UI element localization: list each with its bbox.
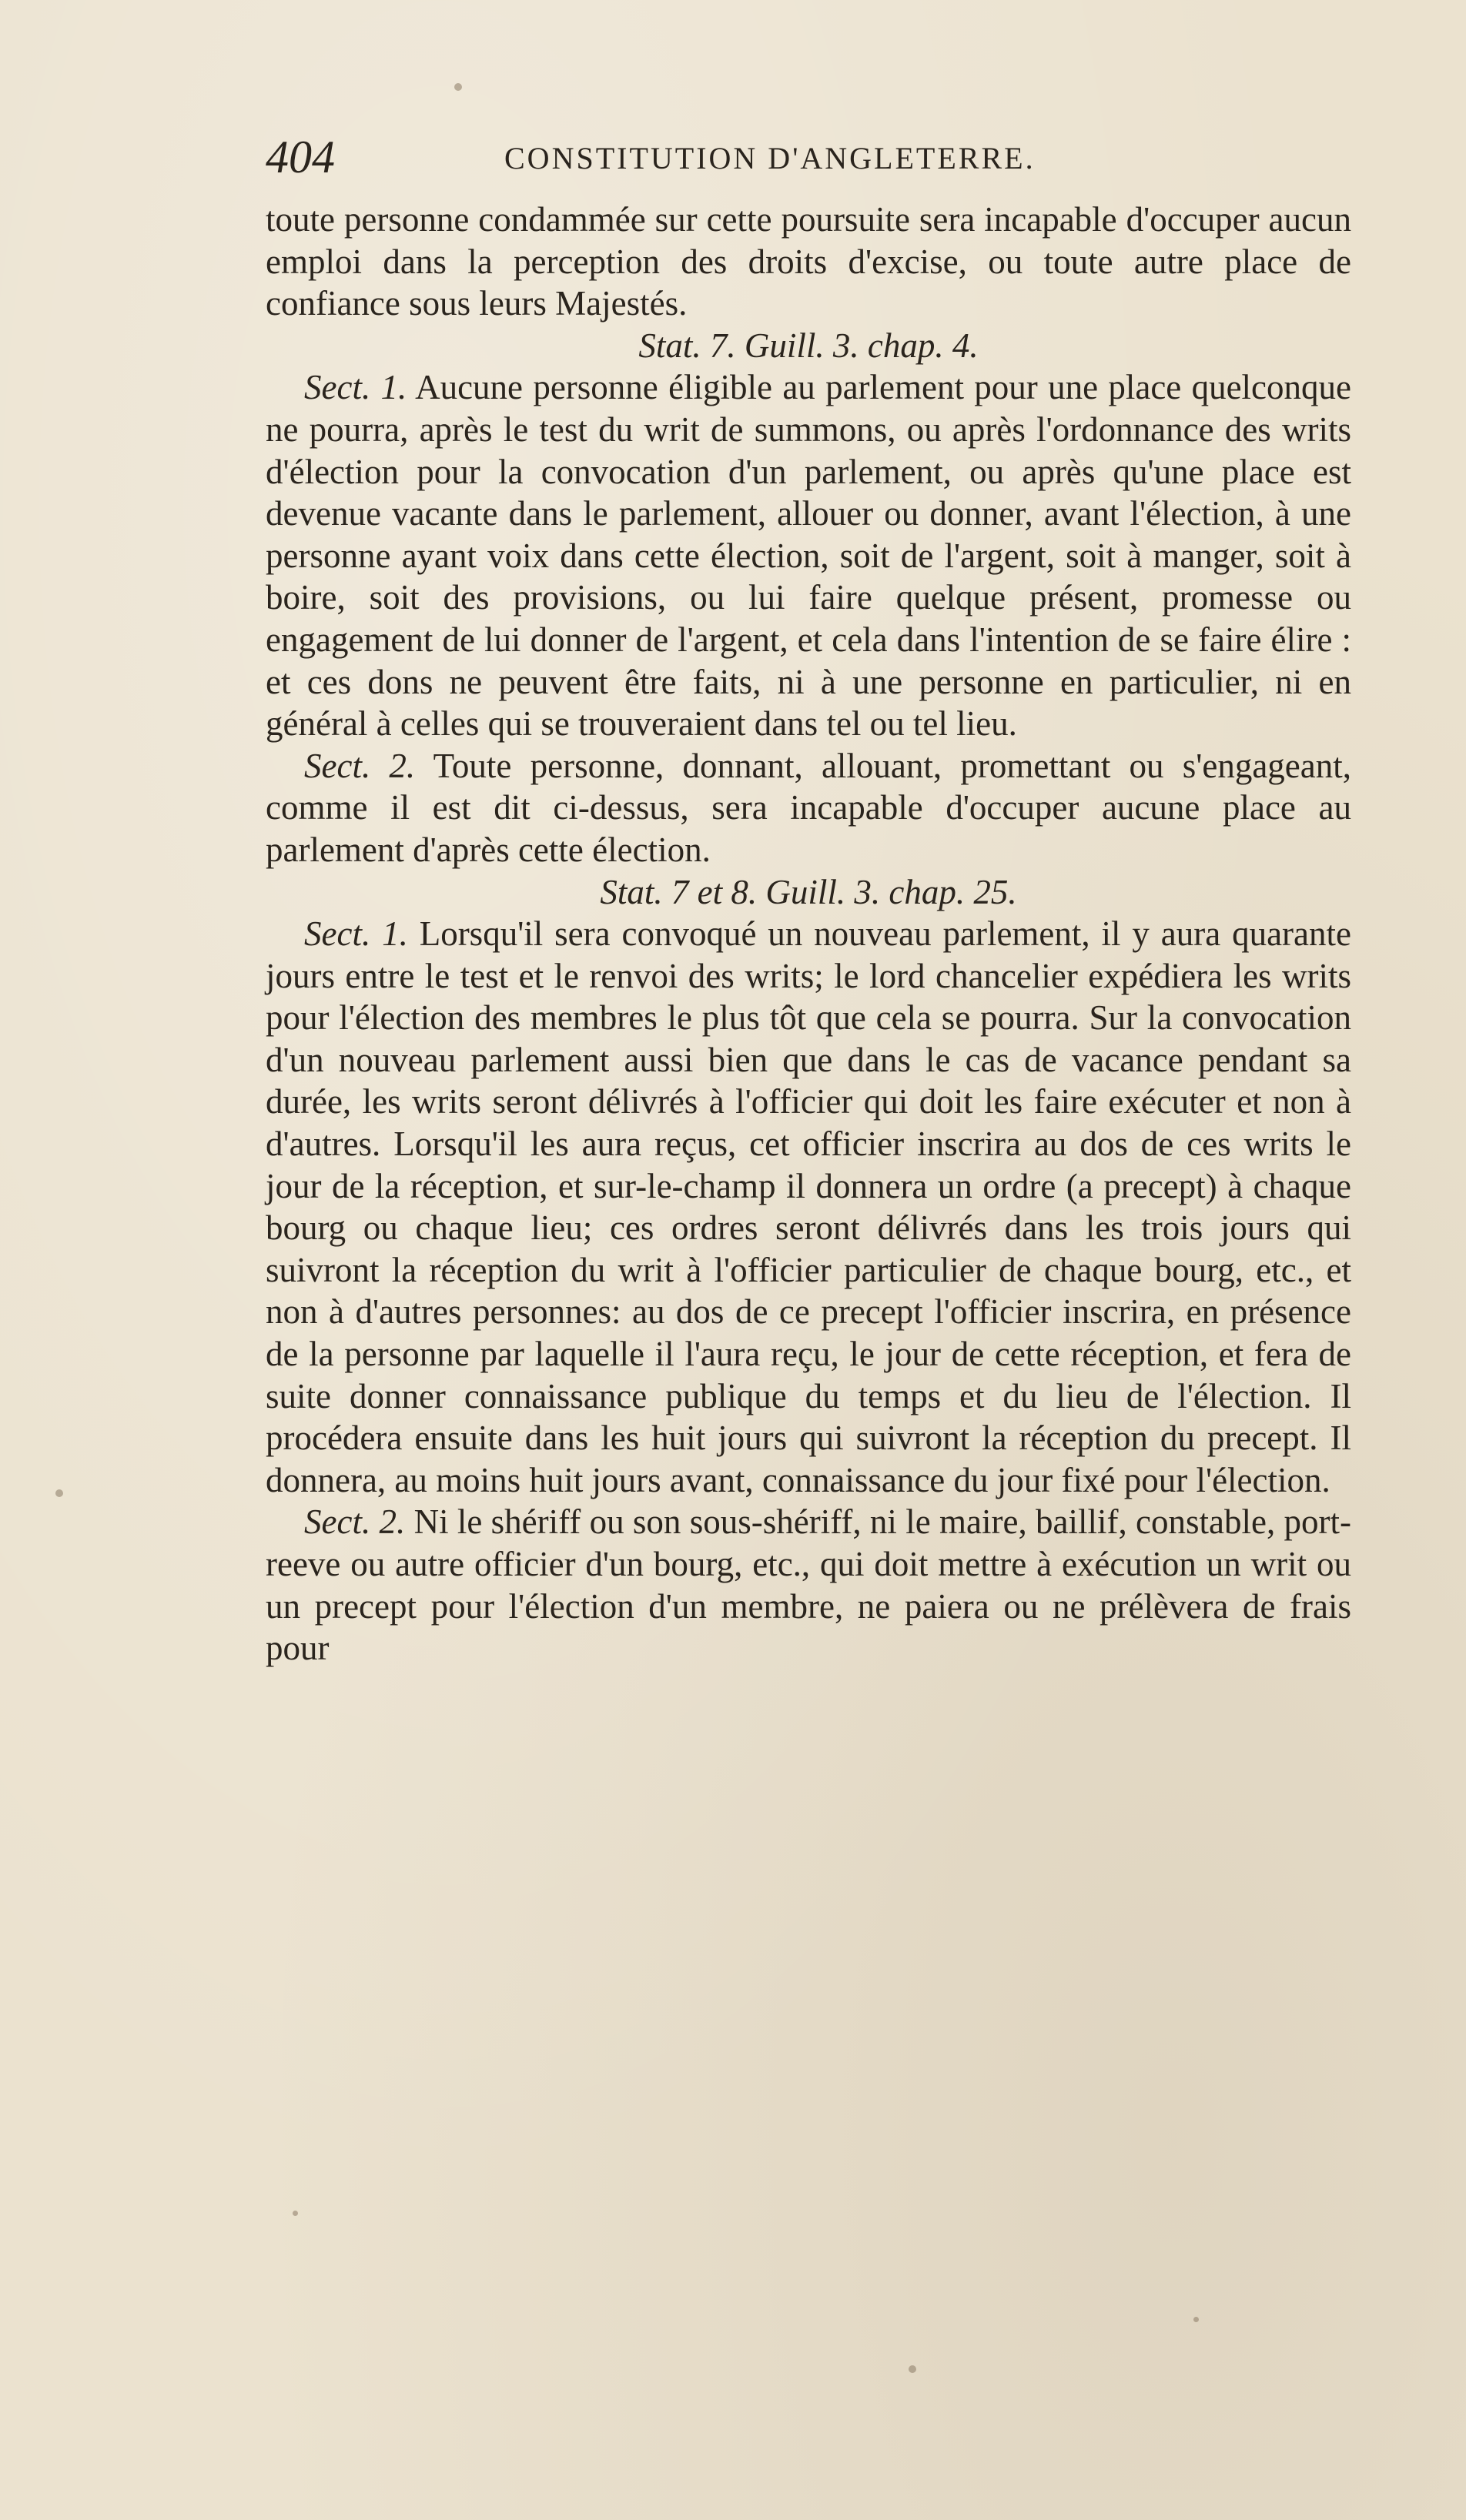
section-label: Sect. 1. <box>304 368 407 407</box>
statute-heading-7-guill-3-chap-4: Stat. 7. Guill. 3. chap. 4. <box>638 326 979 365</box>
stat2-section-2 <box>266 1501 1351 1669</box>
paper-speck <box>454 83 462 91</box>
stat1-section-2 <box>266 745 1351 871</box>
page-body <box>266 199 1351 1669</box>
section-text: Ni le shériff ou son sous-shériff, ni le maire, baillif, constable, port-reeve ou autre officier d'un bourg, etc., qui doit mettre à exécution un writ ou un precept pour l'élection d'un membre, ne paiera ou ne prélèvera de frais pour <box>266 1502 1352 1668</box>
section-label: Sect. 2. <box>304 746 416 785</box>
intro-paragraph: toute personne condammée sur cette poursuite sera incapable d'occuper aucun emploi dans la perception des droits d'excise, ou toute autre place de confiance sous leurs Majestés. <box>266 200 1351 323</box>
stat2-section-1 <box>266 913 1351 1501</box>
page-header <box>266 131 1351 185</box>
statute-heading-7-8-guill-3-chap-25: Stat. 7 et 8. Guill. 3. chap. 25. <box>600 872 1017 911</box>
paper-speck <box>55 1489 63 1497</box>
section-text: Toute personne, donnant, allouant, promettant ou s'engageant, comme il est dit ci-dessus, sera incapable d'occuper aucune place au parlement d'après cette élection. <box>266 746 1352 869</box>
paper-speck <box>909 2365 916 2373</box>
section-text: Lorsqu'il sera convoqué un nouveau parlement, il y aura quarante jours entre le test et le renvoi des writs; le lord chancelier expédiera les writs pour l'élection des membres le plus tôt que cela se pourra. Sur la convocation d'un nouveau parlement aussi bien que dans le cas de vacance pendant sa durée, les writs seront délivrés à l'officier qui doit les faire exécuter et non à d'autres. Lorsqu'il les aura reçus, cet officier inscrira au dos de ces writs le jour de la réception, et sur-le-champ il donnera un ordre (a precept) à chaque bourg ou chaque lieu; ces ordres seront délivrés dans les trois jours qui suivront la réception du writ à l'officier particulier de chaque bourg, etc., et non à d'autres personnes: au dos de ce precept l'officier inscrira, en présence de la personne par laquelle il l'aura reçu, le jour de cette réception, et fera de suite donner connaissance publique du temps et du lieu de l'élection. Il procédera ensuite dans les huit jours qui suivront la réception du precept. Il donnera, au moins huit jours avant, connaissance du jour fixé pour l'élection. <box>266 914 1351 1499</box>
section-label: Sect. 2. <box>304 1502 406 1542</box>
paper-speck <box>1193 2317 1199 2322</box>
stat1-section-1 <box>266 366 1351 744</box>
running-title: CONSTITUTION D'ANGLETERRE. <box>504 141 1036 175</box>
page-number: 404 <box>266 132 335 182</box>
section-text: Aucune personne éligible au parlement pour une place quelconque ne pourra, après le test du writ de summons, ou après l'ordonnance des writs d'élection pour la convocation d'un parlement, ou après qu'une place est devenue vacante dans le parlement, allouer ou donner, avant l'élection, à une personne ayant voix dans cette élection, soit de l'argent, soit à manger, soit à boire, soit des provisions, ou lui faire quelque présent, promesse ou engagement de lui donner de l'argent, et cela dans l'intention de se faire élire : et ces dons ne peuvent être faits, ni à une personne en particulier, ni en général à celles qui se trouveraient dans tel ou tel lieu. <box>266 368 1351 744</box>
section-label: Sect. 1. <box>304 914 408 954</box>
paper-speck <box>293 2211 298 2216</box>
